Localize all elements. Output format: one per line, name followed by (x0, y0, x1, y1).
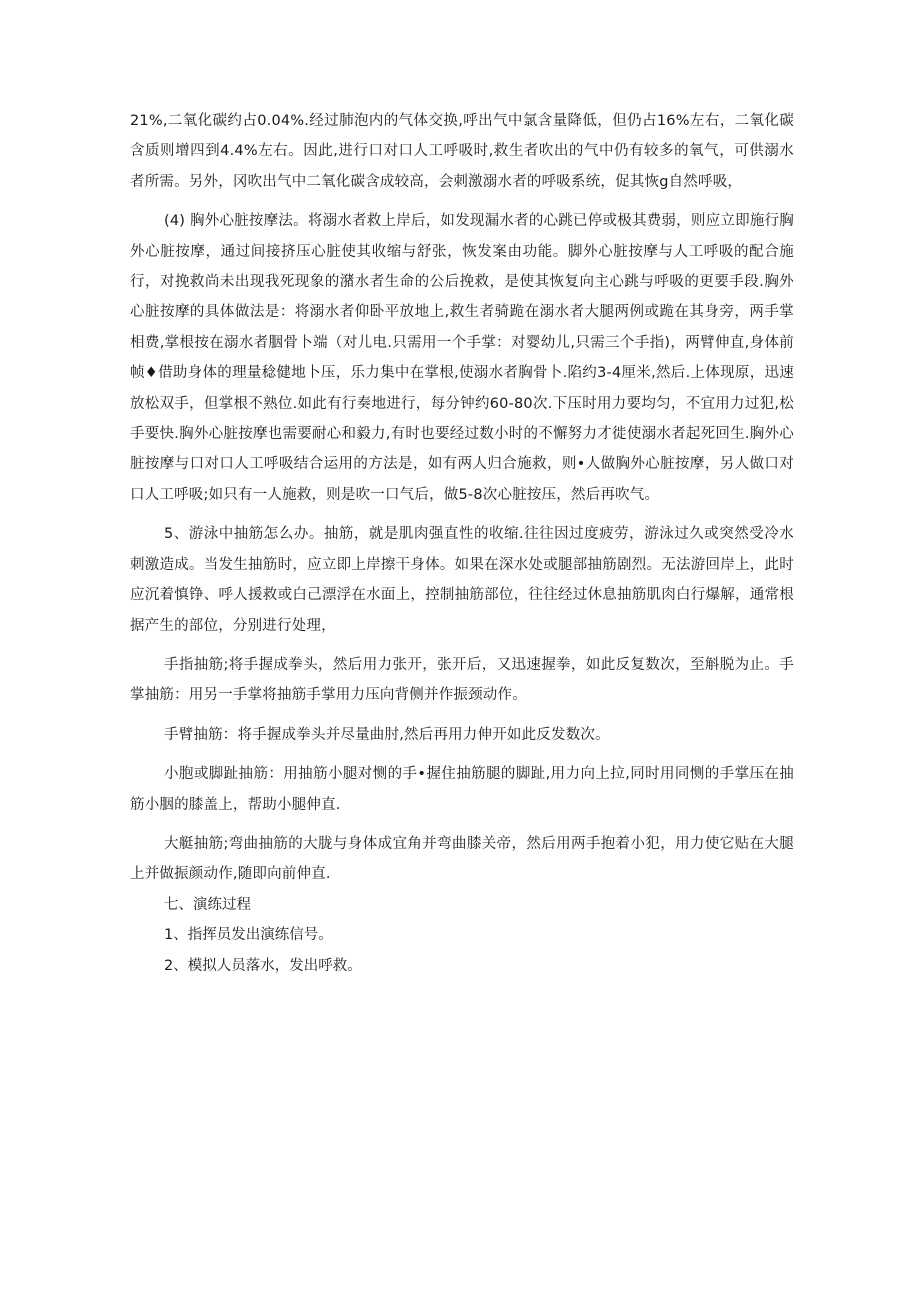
paragraph-thigh-cramp: 大艇抽筋;弯曲抽筋的大胧与身体成宜角并弯曲膝关帝，然后用两手抱着小犯，用力使它贴在大腿上并做振颜动作,随即向前伸直. (130, 835, 794, 883)
paragraph-cramp-intro: 5、游泳中抽筋怎么办。抽筋，就是肌肉强直性的收缩.往往因过度疲劳，游泳过久或突然受冷水刺激造成。当发生抽筋时，应立即上岸擦干身体。如果在深水处或腿部抽筋剧烈。无法游回岸上，此时应沉着慎铮、呼人援救或白己漂浮在水面上，控制抽筋部位，往往经过休息抽筋肌肉白行爆解，通常根据产生的部位，分别进行处理， (130, 526, 794, 634)
paragraph-co2-exchange: 21%,二氧化碳约占0.04%.经过肺泡内的气体交换,呼出气中氯含量降低，但仍占16%左右，二氧化碳含质则增四到4.4%左右。因此,进行口对口人工呼吸时,救生者吹出的气中仍有较多的氧气，可供溺水者所需。另外，冈吹出气中二氧化碳含成较高，会刺激溺水者的呼吸系统，促其恢g自然呼吸， (130, 113, 794, 190)
section-heading-drill-process: 七、演练过程 (164, 896, 251, 913)
paragraph-chest-compression: (4) 胸外心脏按摩法。将溺水者救上岸后，如发现漏水者的心跳已停或极其费弱，则应立即施行胸外心脏按摩，通过间接挤压心脏使其收缩与舒张，恢发案由功能。脚外心脏按摩与人工呼吸的配合施行，对挽救尚未出现我死现象的潴水者生命的公后挽救，是使其恢复向主心跳与呼吸的更要手段.胸外心脏按摩的具体做法是：将溺水者仰卧平放地上,救生者骑跪在溺水者大腿两例或跪在其身旁，两手掌相费,掌根按在溺水者胭骨卜端（对儿电.只需用一个手掌：对婴幼儿,只需三个手指)，两臂伸直,身体前帧♦借助身体的理量稔健地卜压，乐力集中在掌根,使溺水者胸骨卜.陷约3-4厘米,然后.上体现原，迅速放松双手，但掌根不熟位.如此有行奏地进行，每分钟约60-80次.下压时用力要均匀，不宜用力过犯,松手要快.胸外心脏按摩也需要耐心和毅力,有时也要经过数小时的不懈努力才徙使溺水者起死回生.胸外心脏按摩与口对口人工呼吸结合运用的方法是，如有两人归合施救，则•人做胸外心脏按摩，另人做口对口人工呼吸;如只有一人施救，则是吹一口气后，做5-8次心脏按压，然后再吹气。 (130, 213, 794, 503)
drill-step-2: 2、模拟人员落水，发出呼救。 (164, 957, 362, 974)
paragraph-arm-cramp: 手臂抽筋：将手握成拳头并尽量曲肘,然后再用力伸开如此反发数次。 (164, 726, 610, 743)
document-page (130, 106, 794, 981)
drill-step-1: 1、指挥员发出演练信号。 (164, 927, 333, 944)
paragraph-calf-cramp: 小胞或脚趾抽筋：用抽筋小腿对恻的手•握住抽筋腿的脚趾,用力向上拉,同时用同恻的手掌压在抽筋小胭的膝盖上，帮助小腿伸直. (130, 766, 794, 813)
paragraph-finger-cramp: 手指抽筋;将手握成拳头，然后用力张开，张开后，又迅速握拳，如此反复数次，至斛脱为止。手掌抽筋：用另一手掌将抽筋手掌用力压向背侧并作振颈动作。 (130, 656, 794, 704)
